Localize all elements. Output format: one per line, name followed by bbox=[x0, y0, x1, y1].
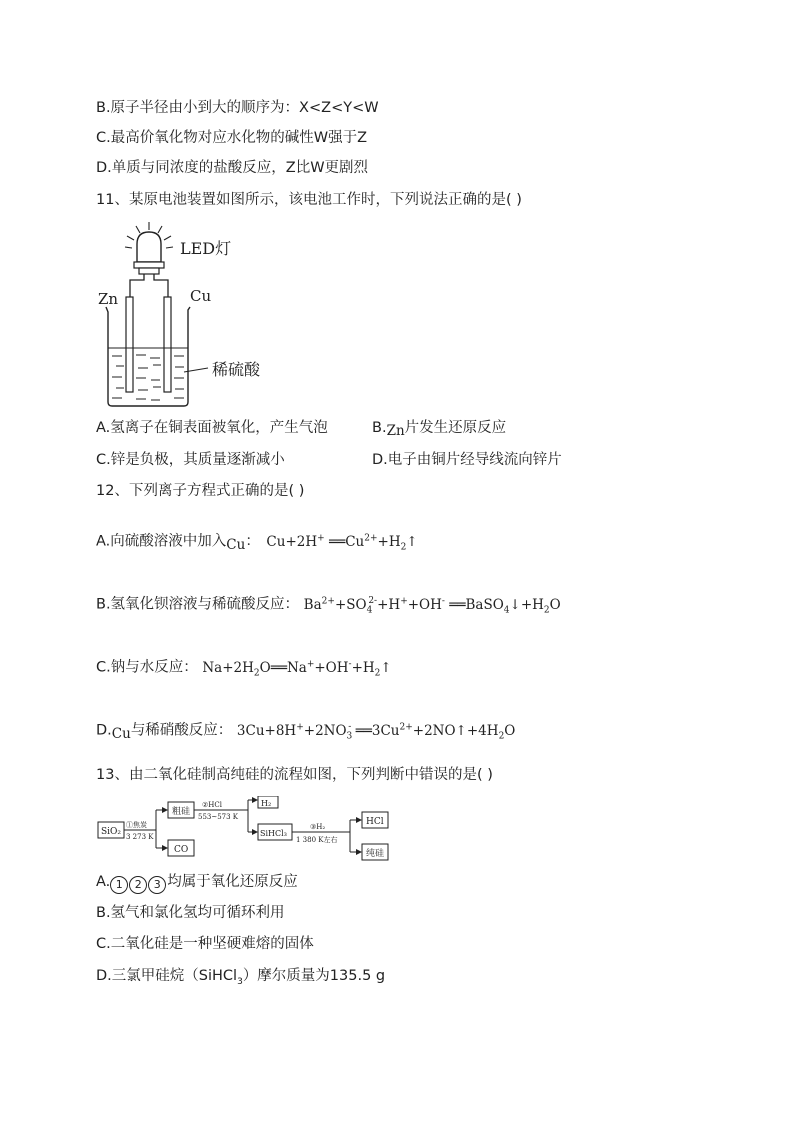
acid-label: 稀硫酸 bbox=[212, 360, 261, 379]
flow-step2: ②HCl bbox=[202, 801, 222, 809]
flow-h2-out: H₂ bbox=[261, 799, 272, 808]
cu-label: Cu bbox=[190, 287, 212, 305]
q11-option-c: C.锌是负极，其质量逐渐减小 bbox=[96, 452, 285, 468]
flow-hcl-out: HCl bbox=[366, 817, 384, 827]
zn-label: Zn bbox=[98, 290, 119, 308]
q13-option-a: A. 1 2 3 均属于氧化还原反应 bbox=[96, 872, 298, 894]
flow-temp2: 553~573 K bbox=[198, 813, 239, 821]
wire-cu bbox=[154, 274, 168, 297]
galvanic-cell-figure bbox=[96, 222, 296, 412]
q13-option-d: D.三氯甲硅烷（SiHCl$_3$）摩尔质量为135.5 g bbox=[96, 968, 386, 987]
flow-temp3: 1 380 K左右 bbox=[296, 836, 338, 844]
q13-option-c: C.二氧化硅是一种坚硬难熔的固体 bbox=[96, 936, 314, 952]
zn-electrode bbox=[126, 297, 133, 392]
flow-sihcl3: SiHCl₃ bbox=[260, 829, 287, 838]
q12-stem: 12、下列离子方程式正确的是( ) bbox=[96, 483, 305, 499]
flow-sio2: SiO₂ bbox=[101, 827, 122, 837]
flow-pure-si: 纯硅 bbox=[366, 849, 385, 859]
circled-3: 3 bbox=[148, 876, 166, 894]
q11-stem: 11、某原电池装置如图所示，该电池工作时，下列说法正确的是( ) bbox=[96, 192, 522, 208]
q12-option-a: A.向硫酸溶液中加入Cu： Cu+2H+ $══Cu^{2+}+H_2↑$ bbox=[96, 533, 418, 553]
q10-option-c: C.最高价氧化物对应水化物的碱性W强于Z bbox=[96, 130, 368, 146]
flow-temp1: 3 273 K bbox=[126, 833, 154, 841]
circled-2: 2 bbox=[129, 876, 147, 894]
cu-electrode bbox=[164, 297, 171, 392]
q13-option-b: B.氢气和氯化氢均可循环利用 bbox=[96, 905, 285, 921]
q12-option-c: C.钠与水反应： $Na+2H_2O══Na^++OH^-+H_2↑$ bbox=[96, 659, 392, 679]
circled-1: 1 bbox=[110, 876, 128, 894]
q13-stem: 13、由二氧化硅制高纯硅的流程如图，下列判断中错误的是( ) bbox=[96, 767, 493, 783]
silicon-flowchart bbox=[96, 796, 396, 864]
led-bulb-icon bbox=[137, 232, 161, 262]
flow-step3: ③H₂ bbox=[310, 823, 326, 831]
flow-crude-si: 粗硅 bbox=[172, 807, 191, 817]
q12-option-b: B.氢氧化钡溶液与稀硫酸反应： $Ba^{2+}+SO_4^{2-}+H^++OH^-$ $══BaSO_4↓+H_2O$ bbox=[96, 596, 561, 616]
q10-option-d: D.单质与同浓度的盐酸反应，Z比W更剧烈 bbox=[96, 160, 369, 176]
q10-option-b: B.原子半径由小到大的顺序为：X<Z<Y<W bbox=[96, 100, 379, 116]
q11-option-a: A.氢离子在铜表面被氧化，产生气泡 bbox=[96, 420, 328, 436]
q12-option-d: D.Cu与稀硝酸反应： $3Cu+8H^++2NO_3^-$ $══3Cu^{2+}+2NO↑+4H_2O$ bbox=[96, 722, 516, 742]
q11-option-d: D.电子由铜片经导线流向锌片 bbox=[372, 452, 562, 468]
wire-zn bbox=[130, 274, 144, 297]
flow-step1: ①焦炭 bbox=[126, 821, 147, 829]
led-label: LED灯 bbox=[180, 239, 232, 258]
q11-option-b: B.Zn片发生还原反应 bbox=[372, 420, 507, 439]
liquid-dashes bbox=[112, 355, 184, 400]
flow-co: CO bbox=[174, 845, 189, 855]
